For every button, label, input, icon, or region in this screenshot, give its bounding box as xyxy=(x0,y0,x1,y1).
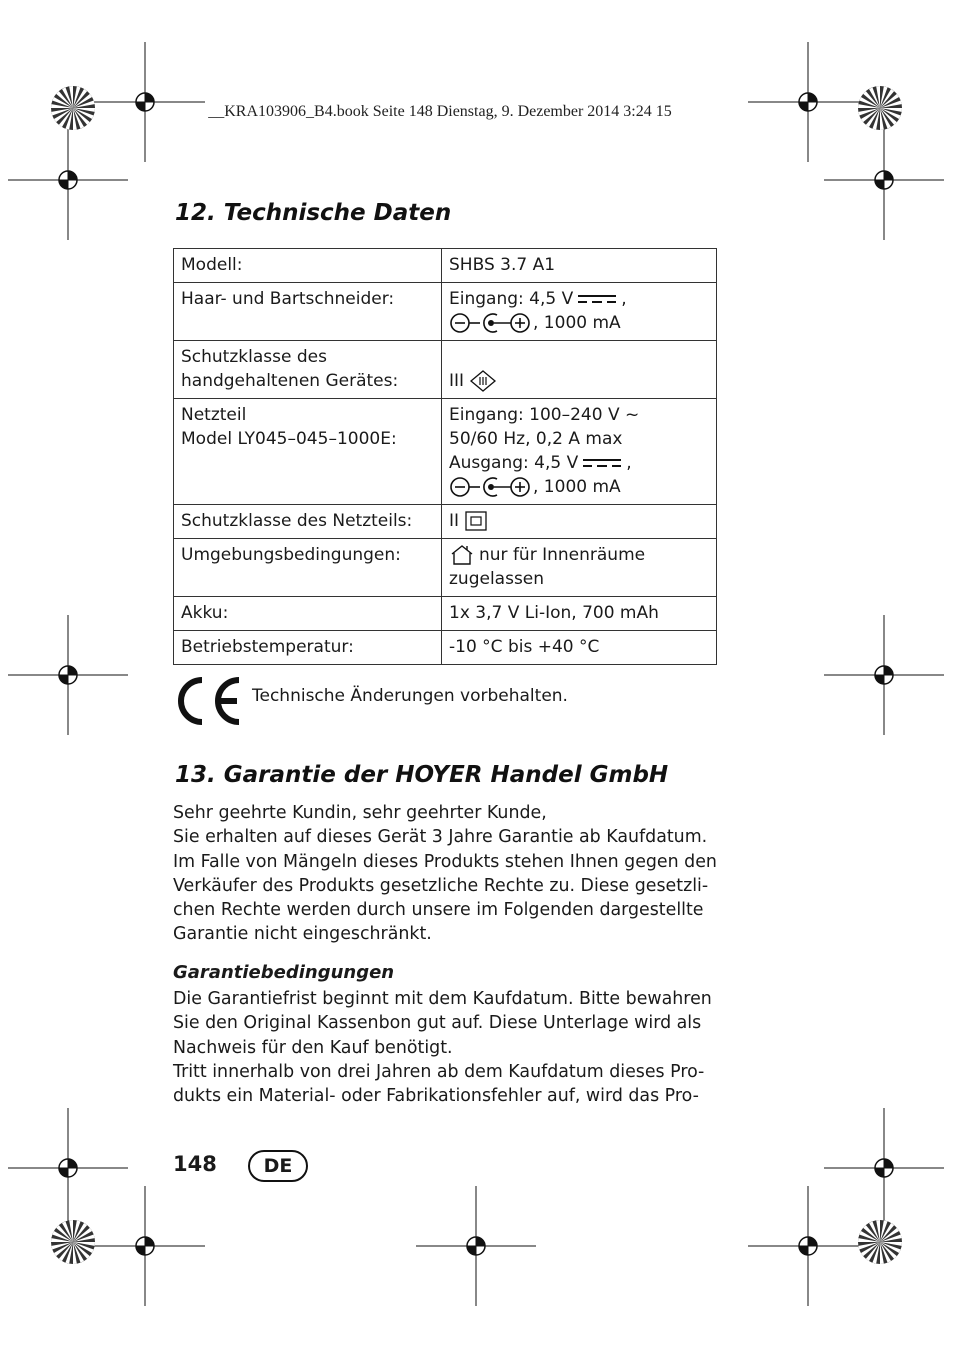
table-row xyxy=(174,283,717,341)
table-row xyxy=(174,631,717,665)
row-value: Eingang: 4,5 V , , 1000 mA xyxy=(442,283,717,341)
registration-mark-icon xyxy=(416,1186,536,1306)
starburst-target-icon xyxy=(858,1220,902,1264)
starburst-target-icon xyxy=(51,1220,95,1264)
warranty-conditions-heading: Garantiebedingungen xyxy=(173,962,395,983)
registration-mark-icon xyxy=(748,1186,868,1306)
registration-mark-icon xyxy=(748,42,868,162)
table-row xyxy=(174,597,717,631)
section-13-title: 13. Garantie der HOYER Handel GmbH xyxy=(175,762,669,788)
row-label: Schutzklasse des Netzteils: xyxy=(174,505,442,539)
row-label: Schutzklasse des handgehaltenen Gerätes: xyxy=(174,341,442,399)
row-label: Akku: xyxy=(174,597,442,631)
polarity-icon xyxy=(449,312,533,334)
language-badge: DE xyxy=(248,1150,308,1182)
row-label: Betriebstemperatur: xyxy=(174,631,442,665)
row-label: Umgebungsbedingungen: xyxy=(174,539,442,597)
registration-mark-icon xyxy=(85,42,205,162)
table-row xyxy=(174,399,717,505)
protection-class-3-icon xyxy=(469,369,497,393)
dc-current-icon xyxy=(582,457,622,469)
row-value: nur für Innenräume zugelassen xyxy=(442,539,717,597)
row-value: SHBS 3.7 A1 xyxy=(442,249,717,283)
registration-mark-icon xyxy=(85,1186,205,1306)
row-value: II xyxy=(442,505,717,539)
section-12-title: 12. Technische Daten xyxy=(175,200,452,226)
registration-mark-icon xyxy=(824,615,944,735)
table-row xyxy=(174,505,717,539)
row-label: Haar- und Bartschneider: xyxy=(174,283,442,341)
registration-mark-icon xyxy=(8,615,128,735)
row-label: Netzteil Model LY045–045–1000E: xyxy=(174,399,442,505)
warranty-intro: Sehr geehrte Kundin, sehr geehrter Kunde, Sie erhalten auf dieses Gerät 3 Jahre Garantie ab Kaufdatum. Im Falle von Mängeln dieses Produkts stehen Ihnen gegen den Verkäufer des Produkts gesetzliche Rechte zu. Diese gesetzli- chen Rechte werden durch unsere im Folgenden dargestellte Garantie nicht eingeschränkt. xyxy=(173,803,717,945)
table-row xyxy=(174,341,717,399)
row-value: Eingang: 100–240 V ~ 50/60 Hz, 0,2 A max Ausgang: 4,5 V , , 1000 mA xyxy=(442,399,717,505)
print-info-header: __KRA103906_B4.book Seite 148 Dienstag, 9. Dezember 2014 3:24 15 xyxy=(208,103,672,120)
ce-mark-icon xyxy=(175,676,245,726)
table-row xyxy=(174,539,717,597)
technical-data-table xyxy=(173,248,717,665)
polarity-icon xyxy=(449,476,533,498)
row-value: 1x 3,7 V Li-Ion, 700 mAh xyxy=(442,597,717,631)
indoor-use-house-icon xyxy=(449,544,475,566)
row-label: Modell: xyxy=(174,249,442,283)
registration-mark-icon xyxy=(8,120,128,240)
page-number: 148 xyxy=(173,1152,217,1176)
warranty-conditions: Die Garantiefrist beginnt mit dem Kaufdatum. Bitte bewahren Sie den Original Kassenbon gut auf. Diese Unterlage wird als Nachweis für den Kauf benötigt. Tritt innerhalb von drei Jahren ab dem Kaufdatum dieses Pro- dukts ein Material- oder Fabrikationsfehler auf, wird das Pro- xyxy=(173,989,712,1107)
row-value: -10 °C bis +40 °C xyxy=(442,631,717,665)
registration-mark-icon xyxy=(824,120,944,240)
registration-mark-icon xyxy=(8,1108,128,1228)
dc-current-icon xyxy=(577,293,617,305)
registration-mark-icon xyxy=(824,1108,944,1228)
ce-note: Technische Änderungen vorbehalten. xyxy=(252,686,568,706)
protection-class-2-icon xyxy=(464,510,488,532)
table-row xyxy=(174,249,717,283)
row-value: III xyxy=(442,341,717,399)
